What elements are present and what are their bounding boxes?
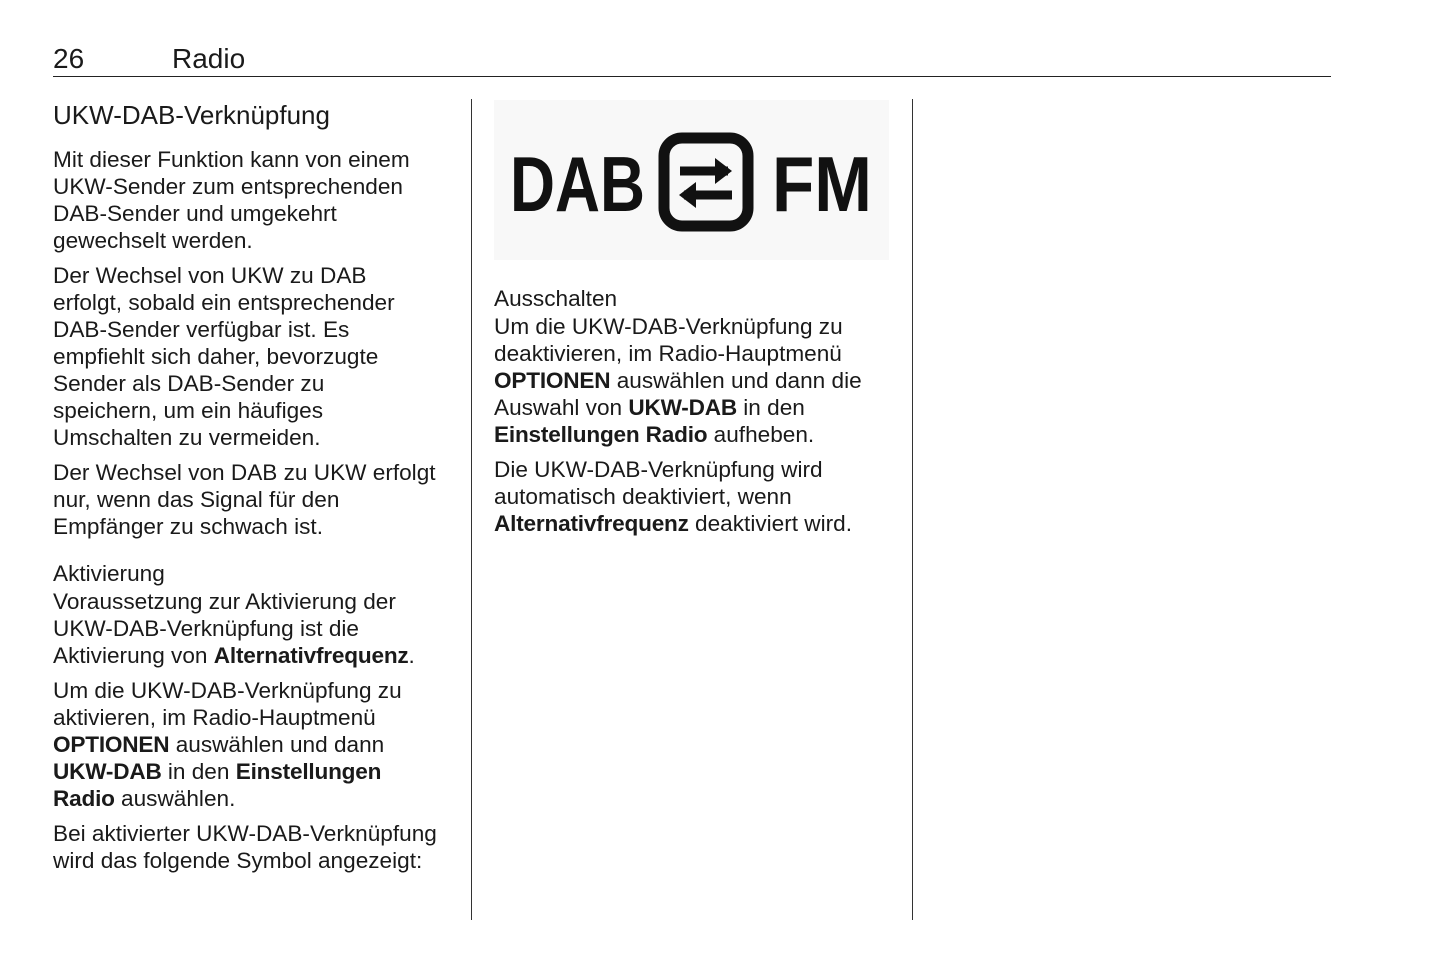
- menu-keyword: Einstellungen Radio: [53, 759, 382, 811]
- deactivation-paragraph: Die UKW-DAB-Verknüpfung wird automatisch deaktiviert, wenn Alternativfrequenz deaktiviert wird.: [494, 457, 853, 536]
- deactivation-paragraph: Um die UKW-DAB-Verknüpfung zu deaktivieren, im Radio-Hauptmenü OPTIONEN auswählen und dann die Auswahl von UKW-DAB in den Einstellungen Radio aufheben.: [494, 314, 862, 447]
- swap-arrows-icon: [664, 138, 748, 226]
- left-column: [53, 98, 453, 874]
- activation-paragraph: Um die UKW-DAB-Verknüpfung zu aktivieren, im Radio-Hauptmenü OPTIONEN auswählen und dann UKW-DAB in den Einstellungen Radio auswählen.: [53, 678, 402, 811]
- menu-keyword: OPTIONEN: [53, 732, 170, 757]
- intro-paragraph: Der Wechsel von DAB zu UKW erfolgt nur, wenn das Signal für den Empfänger zu schwach ist.: [53, 460, 436, 539]
- menu-keyword: UKW-DAB: [628, 395, 737, 420]
- chapter-title: Radio: [172, 43, 246, 74]
- right-column: [494, 285, 899, 537]
- symbol-dab-label: DAB: [510, 140, 645, 228]
- section-heading: UKW-DAB-Verknüpfung: [53, 100, 330, 130]
- page-header: [53, 42, 1331, 77]
- intro-paragraph: Der Wechsel von UKW zu DAB erfolgt, sobald ein entsprechender DAB-Sender verfügbar ist. Es empfiehlt sich daher, bevorzugte Sender als DAB-Sender zu speichern, um ein häufiges Umschalten zu vermeiden.: [53, 263, 395, 450]
- column-divider: [912, 99, 913, 920]
- dab-fm-symbol: [494, 100, 889, 260]
- deactivation-title: Ausschalten: [494, 286, 618, 311]
- menu-keyword: UKW-DAB: [53, 759, 162, 784]
- menu-keyword: Alternativfrequenz: [213, 643, 409, 668]
- menu-keyword: OPTIONEN: [494, 368, 611, 393]
- intro-paragraph: Mit dieser Funktion kann von einem UKW-Sender zum entsprechenden DAB-Sender und umgekehrt gewechselt werden.: [53, 147, 410, 253]
- activation-paragraph: Bei aktivierter UKW-DAB-Verknüpfung wird das folgende Symbol angezeigt:: [53, 821, 437, 873]
- column-divider: [471, 99, 472, 920]
- menu-keyword: Alternativfrequenz: [494, 511, 689, 536]
- activation-paragraph: Voraussetzung zur Aktivierung der UKW-DAB-Verknüpfung ist die Aktivierung von Alternativfrequenz.: [53, 589, 415, 668]
- activation-title: Aktivierung: [53, 561, 165, 586]
- page-number: 26: [53, 43, 85, 74]
- menu-keyword: Einstellungen Radio: [494, 422, 708, 447]
- symbol-fm-label: FM: [772, 140, 872, 228]
